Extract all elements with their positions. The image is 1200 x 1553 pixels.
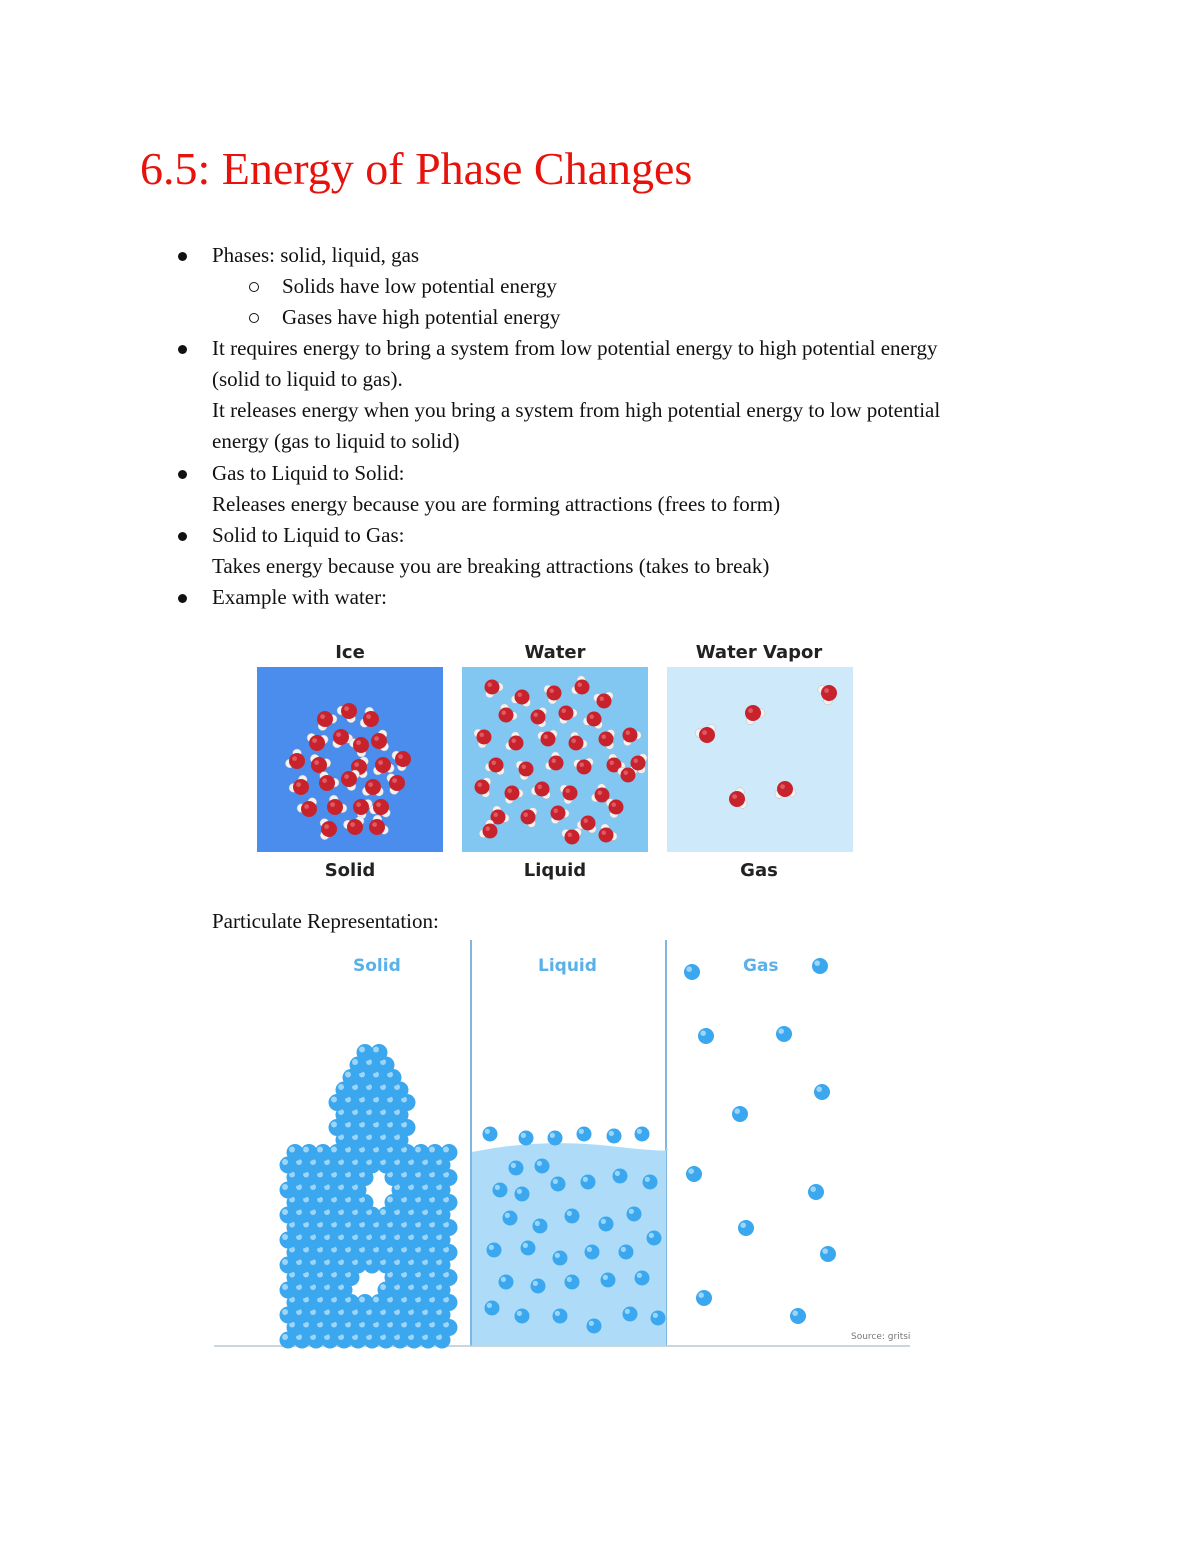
water-molecule <box>289 775 309 795</box>
particle <box>515 1309 530 1324</box>
water-molecule <box>297 798 317 817</box>
particle <box>651 1311 666 1326</box>
water-molecule <box>343 817 364 835</box>
water-molecule <box>593 692 613 709</box>
particle <box>551 1177 566 1192</box>
source-credit: Source: gritsi <box>851 1332 911 1342</box>
bullet-example: Example with water: <box>212 585 387 609</box>
water-molecule <box>307 733 328 751</box>
water-molecule <box>474 729 492 748</box>
particle <box>732 1106 748 1122</box>
particle <box>587 1319 602 1334</box>
bullet-gas-to-solid-head: Gas to Liquid to Solid: <box>212 461 405 485</box>
figure1-label-water: Water <box>524 642 586 663</box>
water-molecule <box>545 752 563 771</box>
particle <box>635 1127 650 1142</box>
water-molecule <box>729 788 747 809</box>
particle <box>814 1084 830 1100</box>
water-molecule <box>695 724 715 743</box>
water-molecule <box>387 774 405 795</box>
water-molecule <box>371 730 389 751</box>
water-panel <box>462 667 648 852</box>
particle <box>483 1127 498 1142</box>
particle <box>684 964 700 980</box>
page-title: 6.5: Energy of Phase Changes <box>140 143 693 194</box>
figure1-label-gas: Gas <box>740 860 778 881</box>
water-molecule <box>485 758 504 775</box>
particle <box>553 1309 568 1324</box>
figure1-label-ice: Ice <box>335 642 365 663</box>
particle <box>619 1245 634 1260</box>
water-molecule <box>591 784 609 803</box>
water-molecule <box>511 690 530 707</box>
sub-bullet-circle <box>249 282 259 292</box>
figure1-label-liquid: Liquid <box>523 860 587 881</box>
particle <box>613 1169 628 1184</box>
bullet-requires-line2: (solid to liquid to gas). <box>212 367 403 391</box>
particulate-caption: Particulate Representation: <box>212 909 439 933</box>
water-molecule <box>775 781 796 798</box>
water-molecule <box>369 815 388 835</box>
ice-panel <box>257 667 443 852</box>
water-molecule <box>623 728 642 746</box>
water-molecule <box>327 795 347 815</box>
particulate-label-gas: Gas <box>743 956 779 976</box>
water-molecule <box>574 758 594 774</box>
particle <box>686 1166 702 1182</box>
particle <box>647 1231 662 1246</box>
liquid-body <box>472 1143 668 1346</box>
water-molecule <box>583 712 602 729</box>
water-molecule <box>560 785 577 804</box>
bullet-dot <box>178 345 187 354</box>
particulate-drawing <box>210 938 915 1353</box>
bullet-releases-line2: energy (gas to liquid to solid) <box>212 429 460 453</box>
particle <box>553 1251 568 1266</box>
ice-molecules <box>257 667 443 852</box>
particle <box>487 1243 502 1258</box>
particle <box>485 1301 500 1316</box>
water-molecule <box>360 707 379 727</box>
particle <box>533 1219 548 1234</box>
bullet-solid-to-gas-body: Takes energy because you are breaking attractions (takes to break) <box>212 554 770 578</box>
water-molecule <box>505 786 524 804</box>
water-molecule <box>538 730 558 747</box>
water-molecule <box>599 824 618 843</box>
water-molecule <box>317 711 337 731</box>
particle <box>790 1308 806 1324</box>
water-molecule <box>531 782 550 799</box>
water-molecule <box>544 685 562 704</box>
particulate-label-solid: Solid <box>353 956 401 976</box>
particle <box>635 1271 650 1286</box>
particle <box>607 1129 622 1144</box>
particle <box>627 1207 642 1222</box>
water-molecule <box>818 685 837 705</box>
water-molecule <box>373 757 394 775</box>
particle <box>371 1044 388 1061</box>
bullet-releases-line1: It releases energy when you bring a system from high potential energy to low potential <box>212 398 941 422</box>
water-molecule <box>370 799 391 817</box>
water-molecule <box>516 761 534 780</box>
vapor-molecules <box>667 667 853 852</box>
particle <box>696 1290 712 1306</box>
water-molecule <box>559 706 578 724</box>
bullet-dot <box>178 470 187 479</box>
particle <box>509 1161 524 1176</box>
bullet-solid-to-gas-head: Solid to Liquid to Gas: <box>212 523 405 547</box>
particulate-figure <box>210 938 915 1353</box>
water-molecule <box>475 778 491 798</box>
water-molecule <box>551 806 570 824</box>
particle <box>738 1220 754 1236</box>
water-molecule <box>362 779 383 796</box>
bullet-phases: Phases: solid, liquid, gas <box>212 243 420 267</box>
sub-bullet-circle <box>249 313 259 323</box>
water-molecule <box>499 704 518 723</box>
bullet-gas-to-solid-body: Releases energy because you are forming attractions (frees to form) <box>212 492 781 516</box>
water-molecule <box>319 772 339 791</box>
particle <box>535 1159 550 1174</box>
water-molecule <box>505 732 523 751</box>
water-molecule <box>285 749 305 769</box>
water-molecule <box>571 676 589 695</box>
particle <box>521 1241 536 1256</box>
particle <box>581 1175 596 1190</box>
particle <box>599 1217 614 1232</box>
particle <box>623 1307 638 1322</box>
water-molecule <box>485 680 504 698</box>
water-molecule <box>745 705 765 725</box>
particle <box>531 1279 546 1294</box>
figure1-label-solid: Solid <box>324 860 376 881</box>
water-molecule <box>310 754 330 773</box>
water-molecule <box>562 828 582 844</box>
water-molecule <box>531 707 547 727</box>
water-molecule <box>320 819 337 840</box>
water-molecule <box>606 799 623 818</box>
particle <box>776 1026 792 1042</box>
particle <box>493 1183 508 1198</box>
particulate-label-liquid: Liquid <box>538 956 597 976</box>
water-molecule <box>599 729 615 749</box>
particle <box>577 1127 592 1142</box>
water-molecule <box>341 770 359 791</box>
bullet-dot <box>178 594 187 603</box>
particle <box>808 1184 824 1200</box>
particle <box>585 1245 600 1260</box>
particle <box>698 1028 714 1044</box>
particle <box>565 1275 580 1290</box>
particle <box>548 1131 563 1146</box>
particle <box>601 1273 616 1288</box>
particle <box>515 1187 530 1202</box>
particle <box>519 1131 534 1146</box>
particle <box>499 1275 514 1290</box>
bullet-dot <box>178 532 187 541</box>
particle <box>565 1209 580 1224</box>
particle <box>503 1211 518 1226</box>
vapor-panel <box>667 667 853 852</box>
bullet-requires-line1: It requires energy to bring a system from low potential energy to high potential energy <box>212 336 938 360</box>
water-molecule <box>349 737 369 757</box>
particle <box>643 1175 658 1190</box>
particle <box>812 958 828 974</box>
water-molecule <box>521 808 537 828</box>
sub-bullet-solids: Solids have low potential energy <box>282 274 557 298</box>
bullet-dot <box>178 252 187 261</box>
water-molecules <box>462 667 648 852</box>
figure1-label-water-vapor: Water Vapor <box>695 642 823 663</box>
water-molecule <box>392 751 411 771</box>
water-molecule <box>337 703 357 723</box>
particle <box>441 1144 458 1161</box>
water-molecule <box>569 732 588 751</box>
sub-bullet-gases: Gases have high potential energy <box>282 305 561 329</box>
particle <box>820 1246 836 1262</box>
